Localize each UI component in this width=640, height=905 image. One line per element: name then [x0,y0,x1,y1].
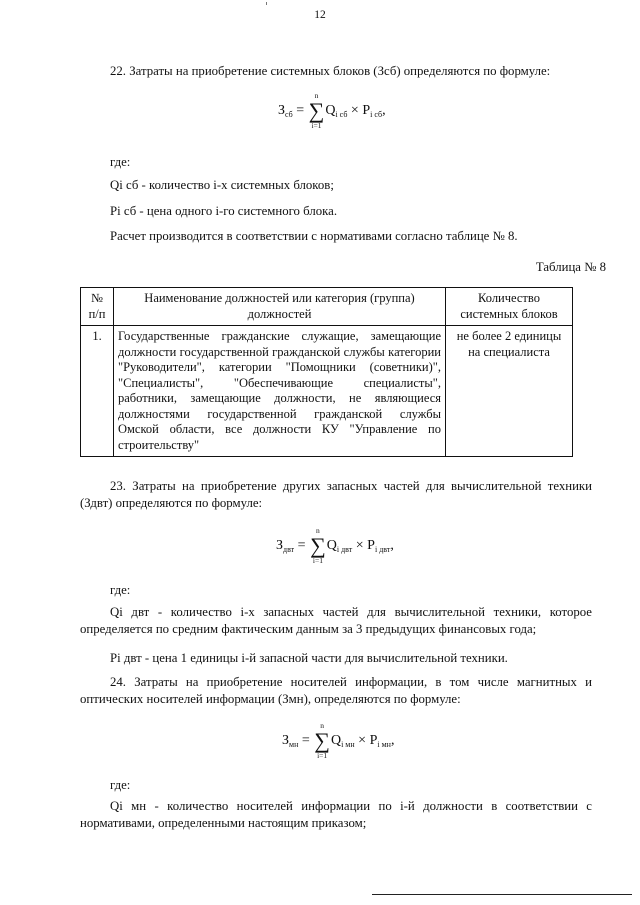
formula-tail: , [390,538,394,554]
formula-lhs: З [278,103,286,119]
table-caption: Таблица № 8 [535,260,606,274]
formula-23 [276,527,394,565]
scan-edge-line [372,894,632,895]
table-8 [80,287,573,457]
sum-sign: n ∑ i=1 [314,721,330,760]
p-def-23: Pi двт - цена 1 единицы i-й запасной части для вычислительной техники. [110,651,508,665]
scan-mark [266,2,267,5]
formula-lhs-sub: двт [283,545,295,555]
table-row [81,326,573,457]
formula-p: P [369,733,378,749]
q-def-24: Qi мн - количество носителей информации по i-й должности в соответствии с нормативами, определенными настоящим приказом; [80,799,592,830]
times-sign: × [350,103,359,119]
header-num: № п/п [81,288,114,326]
formula-q: Q [326,538,337,554]
p-def-22: Pi сб - цена одного i-го системного блока. [110,204,338,218]
formula-tail: , [382,103,386,119]
formula-lhs: З [282,733,290,749]
equals-sign: = [297,538,306,554]
formula-p-sub: i двт [374,545,391,555]
calc-note-22: Расчет производится в соответствии с нормативами согласно таблице № 8. [110,229,518,243]
where-23: где: [110,583,131,597]
equals-sign: = [301,733,310,749]
formula-q: Q [330,733,342,749]
formula-q-sub: i мн [341,740,355,750]
header-name: Наименование должностей или категория (группа) должностей [114,288,446,326]
where-24: где: [110,778,131,792]
q-def-22: Qi сб - количество i-х системных блоков; [110,178,334,192]
times-sign: × [355,538,364,554]
item-22-heading: 22. Затраты на приобретение системных блоков (Зсб) определяются по формуле: [110,64,551,78]
cell-qty: не более 2 единицы на специалиста [446,326,573,457]
formula-tail: , [390,733,395,749]
formula-lhs: З [276,538,284,554]
formula-q: Q [325,103,336,119]
item-24-heading: 24. Затраты на приобретение носителей информации, в том числе магнитных и оптических носителей информации (Змн), определяются по формуле: [80,675,592,706]
formula-lhs-sub: мн [289,740,299,750]
equals-sign: = [296,103,305,119]
sum-sign: n ∑ i=1 [310,526,326,565]
where-22: где: [110,155,131,169]
formula-p-sub: i сб [370,110,383,120]
cell-num: 1. [81,326,114,457]
formula-24 [282,722,394,760]
formula-q-sub: i сб [335,110,348,120]
table-header-row [81,288,573,326]
formula-q-sub: i двт [336,545,353,555]
formula-p: P [362,103,371,119]
formula-p-sub: i мн [377,740,391,750]
item-23-heading: 23. Затраты на приобретение других запасных частей для вычислительной техники (Здвт) определяются по формуле: [80,479,592,510]
q-def-23: Qi двт - количество i-х запасных частей для вычислительной техники, которое определяется по средним фактическим данным за 3 предыдущих финансовых года; [80,605,592,636]
header-qty: Количество системных блоков [446,288,573,326]
times-sign: × [358,733,367,749]
sum-sign: n ∑ i=1 [308,91,325,130]
formula-22 [278,92,386,130]
formula-lhs-sub: сб [285,110,293,120]
formula-p: P [367,538,375,554]
page-number: 12 [314,9,326,21]
cell-name: Государственные гражданские служащие, замещающие должности государственной гражданской службы категории "Руководители", категории "Помощники (советники)", "Специалисты", "Обеспечивающие специалисты", работники, замещающие должности, не являющиеся должностями государственной гражданской службы Омской области, все должности КУ "Управление по строительству" [114,326,446,457]
